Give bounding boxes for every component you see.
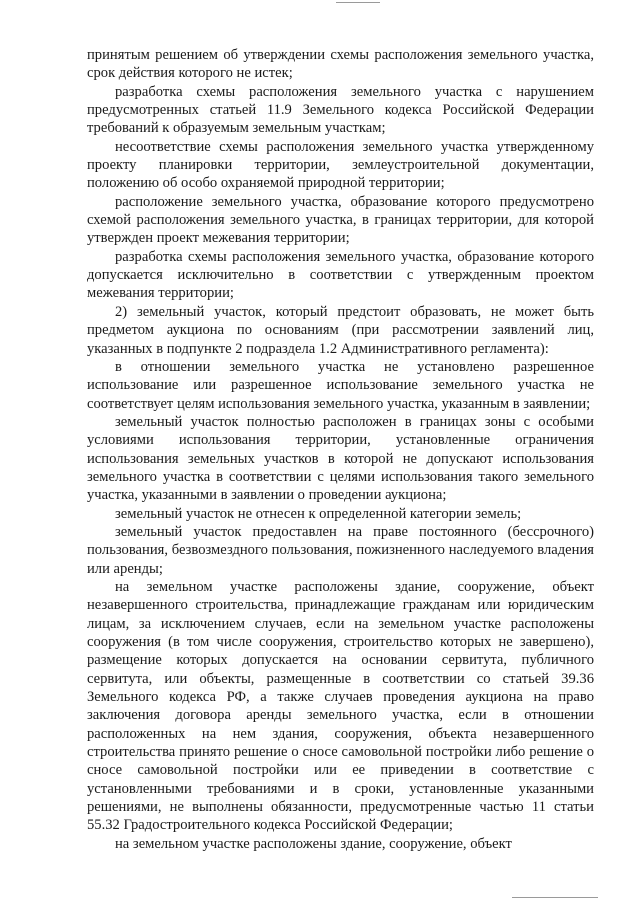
paragraph: земельный участок не отнесен к определенной категории земель; <box>115 505 522 522</box>
paragraph: разработка схемы расположения земельного участка с нарушением предусмотренных статьей 11.9 Земельного кодекса Российской Федерации требований к образуемым земельным участкам; <box>87 83 594 137</box>
paragraph-numbered-item: 2) земельный участок, который предстоит образовать, не может быть предметом аукциона по основаниям (при рассмотрении заявлений лиц, указанных в подпункте 2 подраздела 1.2 Административного регламента): <box>87 303 594 357</box>
paragraph: несоответствие схемы расположения земельного участка утвержденному проекту планировки территории, землеустроительной документации, положению об особо охраняемой природной территории; <box>87 138 594 192</box>
scan-edge-mark-top <box>336 2 380 3</box>
paragraph: земельный участок полностью расположен в границах зоны с особыми условиями использования территории, установленные ограничения использования земельных участков в которой не допускают использования земельного участка в соответствии с целями использования такого земельного участка, указанными в заявлении о проведении аукциона; <box>87 413 594 504</box>
paragraph: земельный участок предоставлен на праве постоянного (бессрочного) пользования, безвозмездного пользования, пожизненного наследуемого владения или аренды; <box>87 523 594 577</box>
paragraph: разработка схемы расположения земельного участка, образование которого допускается исключительно в соответствии с утвержденным проектом межевания территории; <box>87 248 594 302</box>
paragraph-truncated: на земельном участке расположены здание, сооружение, объект <box>115 835 512 852</box>
paragraph-continuation: принятым решением об утверждении схемы расположения земельного участка, срок действия которого не истек; <box>87 47 594 82</box>
paragraph: расположение земельного участка, образование которого предусмотрено схемой расположения земельного участка, в границах территории, для которой утвержден проект межевания территории; <box>87 193 594 247</box>
scan-edge-mark-bottom <box>512 897 598 898</box>
paragraph: в отношении земельного участка не установлено разрешенное использование или разрешенное использование земельного участка не соответствует целям использования земельного участка, указанным в заявлении; <box>87 358 594 412</box>
paragraph: на земельном участке расположены здание, сооружение, объект незавершенного строительства, принадлежащие гражданам или юридическим лицам, за исключением случаев, если на земельном участке расположены сооружения (в том числе сооружения, строительство которых не завершено), размещение которых допускается на основании сервитута, публичного сервитута, или объекты, размещенные в соответствии со статьей 39.36 Земельного кодекса РФ, а также случаев проведения аукциона на право заключения договора аренды земельного участка, если в отношении расположенных на нем здания, сооружения, объекта незавершенного строительства принято решение о сносе самовольной постройки либо решение о сносе самовольной постройки или ее приведении в соответствие с установленными требованиями и в сроки, установленные указанными решениями, не выполнены обязанности, предусмотренные частью 11 статьи 55.32 Градостроительного кодекса Российской Федерации; <box>87 578 594 834</box>
document-page <box>87 46 594 853</box>
